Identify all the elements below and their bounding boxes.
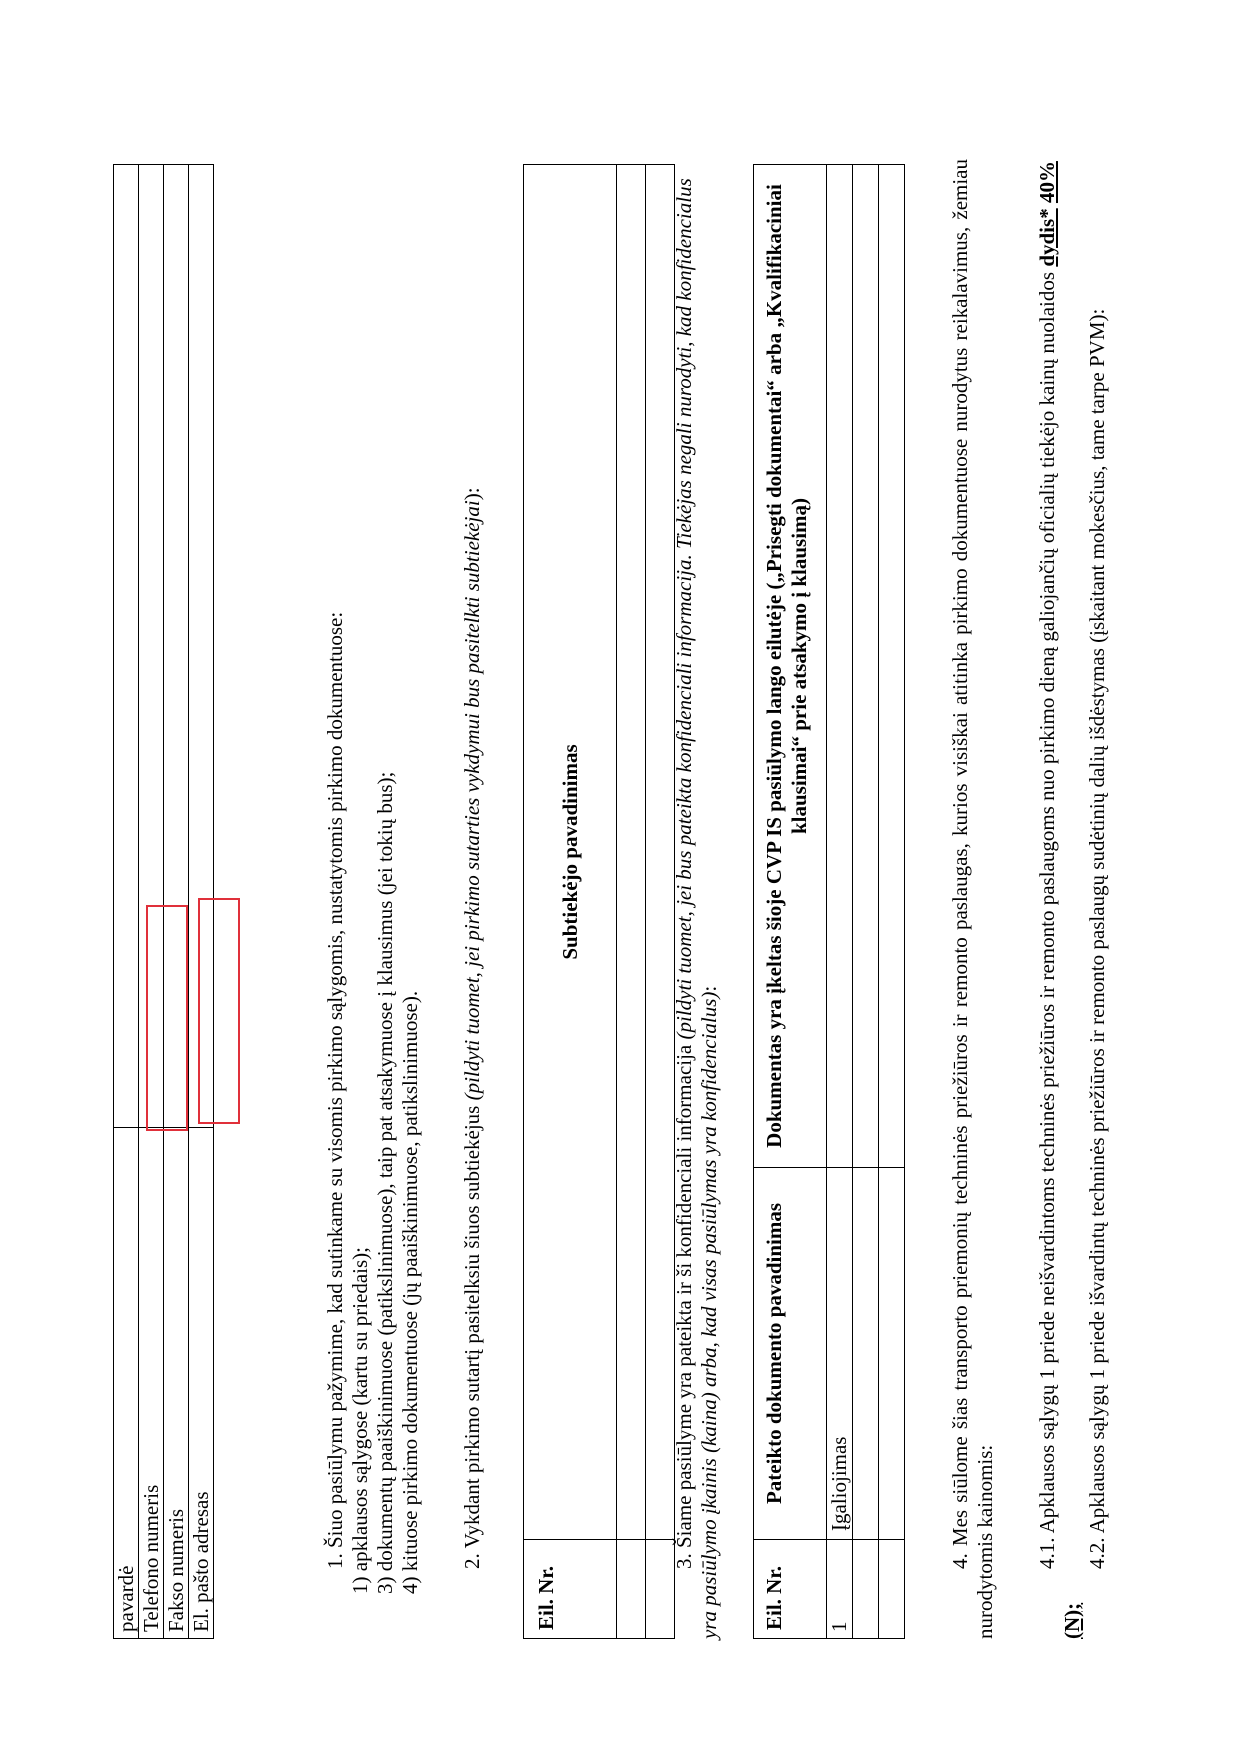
contact-value[interactable] [114,165,139,1128]
column-header-nr: Eil. Nr. [754,1540,827,1639]
section-3-tail: : [697,985,721,992]
section-4-2-text: 4.2. Apklausos sąlygų 1 priede išvardintų techninės priežiūros ir remonto paslaugų sudėtinių dalių išdėstymas (įskaitant mokesčius, tame tarpe PVM): [1085,308,1109,1569]
section-1-item: 3) dokumentų paaiškinimuose (patikslinimuose), taip pat atsakymuose į klausimus (jei tokių bus); [373,771,397,1594]
section-2-lead: 2. Vykdant pirkimo sutartį pasitelksiu šiuos subtiekėjus [460,1105,484,1569]
table-cell-nr [853,1540,879,1639]
section-3-text [672,159,722,1639]
contact-label: Telefono numeris [139,1128,164,1639]
table-row [164,165,189,1639]
subcontractors-table [523,164,675,1639]
column-header-document-location: Dokumentas yra įkeltas šioje CVP IS pasiūlymo lango eilutėje („Prisegti dokumentai“ arba „Kvalifikaciniai klausimai“ prie atsakymo į klausimą) [754,165,827,1168]
section-2-text [460,487,485,1569]
table-row [114,165,139,1639]
table-row [617,165,646,1639]
section-4-1-lead: 4.1. Apklausos sąlygų 1 priede neišvardintoms techninės priežiūros ir remonto paslaugoms nuo pirkimo dieną galiojančių oficialių tiekėjo kainų nuolaidos [1035,271,1059,1569]
section-4-1-text [1035,159,1085,1639]
contact-label: pavardė [114,1128,139,1639]
discount-label: dydis* [1035,208,1059,267]
column-header-document-name: Pateikto dokumento pavadinimas [754,1168,827,1540]
contact-label: El. pašto adresas [189,1128,214,1639]
redaction-box [146,905,188,1131]
section-1-item: 4) kituose pirkimo dokumentuose (jų paaiškinimuose, patikslinimuose). [398,990,422,1594]
contact-label: Fakso numeris [164,1128,189,1639]
table-row [646,165,675,1639]
table-cell[interactable] [617,165,646,1540]
table-cell-name[interactable]: Įgaliojimas [827,1168,853,1540]
table-cell-nr [879,1540,905,1639]
discount-value: 40% (N); [1035,161,1084,1639]
table-header-row [524,165,617,1639]
table-cell[interactable] [646,1540,675,1639]
table-row [853,165,879,1639]
table-header-row [754,165,827,1639]
column-header-subcontractor: Subtiekėjo pavadinimas [524,165,617,1540]
section-2-note: (pildyti tuomet, jei pirkimo sutarties vykdymui bus pasitelkti subtiekėjai [460,500,484,1101]
section-2-tail: ): [460,487,484,501]
section-3-note: (pildyti tuomet, jei bus pateikta konfidenciali informacija. Tiekėjas negali nurodyti, kad konfidencialus yra pasiūlymo įkainis (kaina) arba, kad visas pasiūlymas yra konfidencialus) [672,178,721,1639]
table-cell-location[interactable] [853,165,879,1168]
documents-table [753,164,905,1639]
table-cell-location[interactable] [827,165,853,1168]
section-4-text: 4. Mes siūlome šias transporto priemonių techninės priežiūros ir remonto paslaugas, kurios visiškai atitinka pirkimo dokumentuose nurodytus reikalavimus, žemiau nurodytomis kainomis: [948,159,997,1639]
section-1-intro: 1. Šiuo pasiūlymu pažymime, kad sutinkame su visomis pirkimo sąlygomis, nustatytomis pirkimo dokumentuose: [323,611,347,1569]
table-cell[interactable] [617,1540,646,1639]
table-cell-nr: 1 [827,1540,853,1639]
table-row [139,165,164,1639]
table-row [879,165,905,1639]
table-cell-name[interactable] [879,1168,905,1540]
section-3-lead: 3. Šiame pasiūlyme yra pateikta ir ši konfidenciali informacija [672,1044,696,1569]
redaction-box [198,898,240,1124]
table-cell-location[interactable] [879,165,905,1168]
section-1-item: 1) apklausos sąlygose (kartu su priedais); [348,1246,372,1594]
column-header-nr: Eil. Nr. [524,1540,617,1639]
table-row [827,165,853,1639]
table-cell-name[interactable] [853,1168,879,1540]
table-cell[interactable] [646,165,675,1540]
